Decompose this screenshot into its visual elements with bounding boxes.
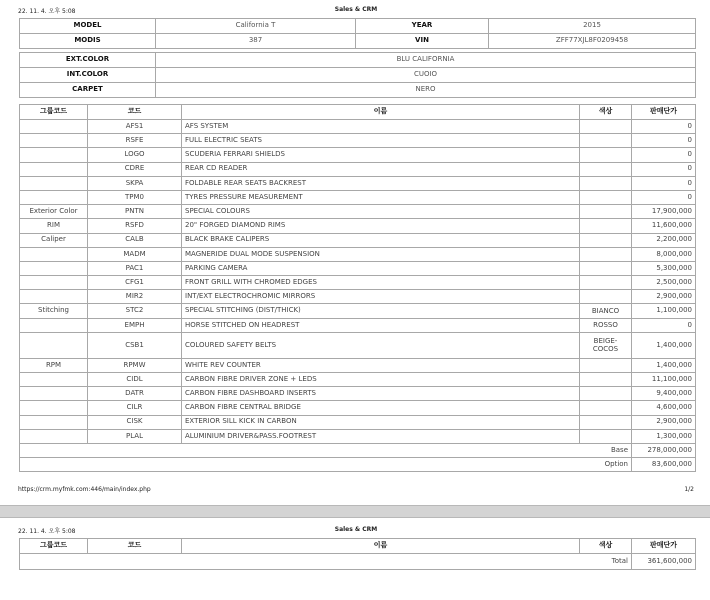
option-code-cell: CSB1 [88,332,182,358]
option-color-cell [580,148,632,162]
vin-value: ZFF77XJL8F0209458 [489,34,696,49]
option-code-cell: EMPH [88,318,182,332]
column-header-price: 판매단가 [632,105,696,120]
option-group-cell [20,190,88,204]
option-group-cell [20,429,88,443]
option-price-cell: 0 [632,120,696,134]
option-color-cell [580,120,632,134]
option-name-cell: INT/EXT ELECTROCHROMIC MIRRORS [182,290,580,304]
option-group-cell: Caliper [20,233,88,247]
option-name-cell: TYRES PRESSURE MEASUREMENT [182,190,580,204]
year-value: 2015 [489,19,696,34]
int-color-value: CUOIO [156,68,696,83]
total-table [19,538,696,570]
option-row [20,358,696,372]
option-group-cell: Exterior Color [20,205,88,219]
option-group-cell: RIM [20,219,88,233]
option-code-cell: DATR [88,387,182,401]
option-label: Option [20,458,632,472]
option-name-cell: CARBON FIBRE DASHBOARD INSERTS [182,387,580,401]
page-header-2 [18,526,694,535]
option-code-cell: RSFE [88,134,182,148]
option-price-cell: 17,900,000 [632,205,696,219]
option-row [20,415,696,429]
option-group-cell [20,290,88,304]
option-group-cell [20,276,88,290]
vin-label: VIN [356,34,489,49]
option-code-cell: RSFD [88,219,182,233]
ext-color-row [20,53,696,68]
page-separator [0,505,710,518]
option-code-cell: AFS1 [88,120,182,134]
option-name-cell: HORSE STITCHED ON HEADREST [182,318,580,332]
column-header-code-2: 코드 [88,539,182,554]
option-name-cell: FRONT GRILL WITH CHROMED EDGES [182,276,580,290]
option-name-cell: FULL ELECTRIC SEATS [182,134,580,148]
page-header [18,6,694,15]
option-price-cell: 4,600,000 [632,401,696,415]
option-code-cell: STC2 [88,304,182,318]
option-color-cell [580,233,632,247]
option-group-cell [20,134,88,148]
option-color-cell [580,247,632,261]
int-color-row [20,68,696,83]
option-color-cell [580,401,632,415]
option-name-cell: REAR CD READER [182,162,580,176]
option-name-cell: SPECIAL STITCHING (DIST/THICK) [182,304,580,318]
option-code-cell: CIDL [88,373,182,387]
option-code-cell: PAC1 [88,261,182,275]
option-row [20,233,696,247]
option-code-cell: RPMW [88,358,182,372]
options-header-row [20,105,696,120]
option-code-cell: LOGO [88,148,182,162]
option-value: 83,600,000 [632,458,696,472]
page-number: 1/2 [684,486,694,493]
option-row [20,120,696,134]
print-title-2: Sales & CRM [334,526,378,533]
option-row [20,190,696,204]
ext-color-value: BLU CALIFORNIA [156,53,696,68]
print-datetime-2: 22. 11. 4. 오후 5:08 [18,528,76,535]
carpet-row [20,83,696,98]
print-datetime: 22. 11. 4. 오후 5:08 [18,8,76,15]
option-color-cell [580,176,632,190]
option-group-cell [20,247,88,261]
total-value: 361,600,000 [632,554,696,570]
modis-label: MODIS [20,34,156,49]
option-group-cell: RPM [20,358,88,372]
option-row [20,247,696,261]
ext-color-label: EXT.COLOR [20,53,156,68]
options-table [19,104,696,472]
option-group-cell [20,415,88,429]
option-group-cell [20,162,88,176]
year-label: YEAR [356,19,489,34]
option-code-cell: CFG1 [88,276,182,290]
option-group-cell [20,401,88,415]
option-code-cell: CISK [88,415,182,429]
option-group-cell [20,387,88,401]
base-label: Base [20,443,632,457]
option-group-cell: Stitching [20,304,88,318]
option-color-cell [580,373,632,387]
option-price-cell: 1,100,000 [632,304,696,318]
option-name-cell: PARKING CAMERA [182,261,580,275]
option-row [20,318,696,332]
option-name-cell: ALUMINIUM DRIVER&PASS.FOOTREST [182,429,580,443]
option-name-cell: SCUDERIA FERRARI SHIELDS [182,148,580,162]
color-info-table [19,52,696,98]
option-row [20,387,696,401]
option-color-cell [580,276,632,290]
option-row [20,429,696,443]
option-name-cell: SPECIAL COLOURS [182,205,580,219]
column-header-name: 이름 [182,105,580,120]
option-price-cell: 1,400,000 [632,358,696,372]
option-code-cell: CALB [88,233,182,247]
option-row [20,148,696,162]
option-price-cell: 0 [632,318,696,332]
option-group-cell [20,318,88,332]
option-price-cell: 0 [632,148,696,162]
option-name-cell: CARBON FIBRE CENTRAL BRIDGE [182,401,580,415]
option-group-cell [20,373,88,387]
total-row [20,554,696,570]
option-code-cell: TPM0 [88,190,182,204]
option-group-cell [20,148,88,162]
column-header-price-2: 판매단가 [632,539,696,554]
option-group-cell [20,176,88,190]
total-header-row [20,539,696,554]
option-name-cell: BLACK BRAKE CALIPERS [182,233,580,247]
carpet-label: CARPET [20,83,156,98]
option-color-cell: BIANCO [580,304,632,318]
option-code-cell: MADM [88,247,182,261]
option-row [20,290,696,304]
option-color-cell [580,205,632,219]
option-name-cell: MAGNERIDE DUAL MODE SUSPENSION [182,247,580,261]
option-price-cell: 2,500,000 [632,276,696,290]
option-color-cell [580,261,632,275]
model-row [20,19,696,34]
base-value: 278,000,000 [632,443,696,457]
modis-row [20,34,696,49]
option-price-cell: 9,400,000 [632,387,696,401]
option-group-cell [20,120,88,134]
column-header-color: 색상 [580,105,632,120]
option-row [20,373,696,387]
option-price-cell: 0 [632,162,696,176]
option-code-cell: PNTN [88,205,182,219]
option-price-cell: 11,600,000 [632,219,696,233]
option-name-cell: WHITE REV COUNTER [182,358,580,372]
option-name-cell: CARBON FIBRE DRIVER ZONE + LEDS [182,373,580,387]
model-label: MODEL [20,19,156,34]
model-value: California T [156,19,356,34]
option-price-cell: 2,900,000 [632,290,696,304]
column-header-color-2: 색상 [580,539,632,554]
option-row [20,261,696,275]
option-row [20,205,696,219]
options-body [20,120,696,444]
modis-value: 387 [156,34,356,49]
page-url: https://crm.myfmk.com:446/main/index.php [18,486,151,493]
column-header-group: 그룹코드 [20,105,88,120]
option-color-cell [580,387,632,401]
option-color-cell [580,162,632,176]
option-price-cell: 8,000,000 [632,247,696,261]
option-code-cell: CILR [88,401,182,415]
base-row [20,443,696,457]
int-color-label: INT.COLOR [20,68,156,83]
option-color-cell [580,415,632,429]
option-row [20,176,696,190]
option-row [20,332,696,358]
option-row [20,219,696,233]
option-name-cell: FOLDABLE REAR SEATS BACKREST [182,176,580,190]
option-name-cell: 20" FORGED DIAMOND RIMS [182,219,580,233]
vehicle-info-table [19,18,696,49]
option-name-cell: AFS SYSTEM [182,120,580,134]
option-color-cell [580,429,632,443]
option-price-cell: 0 [632,134,696,148]
column-header-code: 코드 [88,105,182,120]
option-price-cell: 1,300,000 [632,429,696,443]
option-group-cell [20,332,88,358]
option-price-cell: 11,100,000 [632,373,696,387]
option-name-cell: EXTERIOR SILL KICK IN CARBON [182,415,580,429]
option-row [20,401,696,415]
option-code-cell: PLAL [88,429,182,443]
option-code-cell: CDRE [88,162,182,176]
option-color-cell [580,134,632,148]
option-price-cell: 1,400,000 [632,332,696,358]
print-page-2 [0,518,710,600]
option-color-cell [580,290,632,304]
option-price-cell: 0 [632,190,696,204]
option-price-cell: 2,200,000 [632,233,696,247]
option-price-cell: 5,300,000 [632,261,696,275]
option-row [20,162,696,176]
option-color-cell [580,219,632,233]
option-name-cell: COLOURED SAFETY BELTS [182,332,580,358]
print-title: Sales & CRM [334,6,378,13]
option-row [20,276,696,290]
column-header-name-2: 이름 [182,539,580,554]
option-color-cell [580,358,632,372]
option-color-cell [580,190,632,204]
option-code-cell: MIR2 [88,290,182,304]
carpet-value: NERO [156,83,696,98]
option-group-cell [20,261,88,275]
option-row [20,458,696,472]
option-color-cell: ROSSO [580,318,632,332]
option-row [20,304,696,318]
option-row [20,134,696,148]
option-code-cell: SKPA [88,176,182,190]
total-label: Total [20,554,632,570]
option-price-cell: 2,900,000 [632,415,696,429]
option-color-cell: BEIGE-COCOS [580,332,632,358]
option-price-cell: 0 [632,176,696,190]
column-header-group-2: 그룹코드 [20,539,88,554]
